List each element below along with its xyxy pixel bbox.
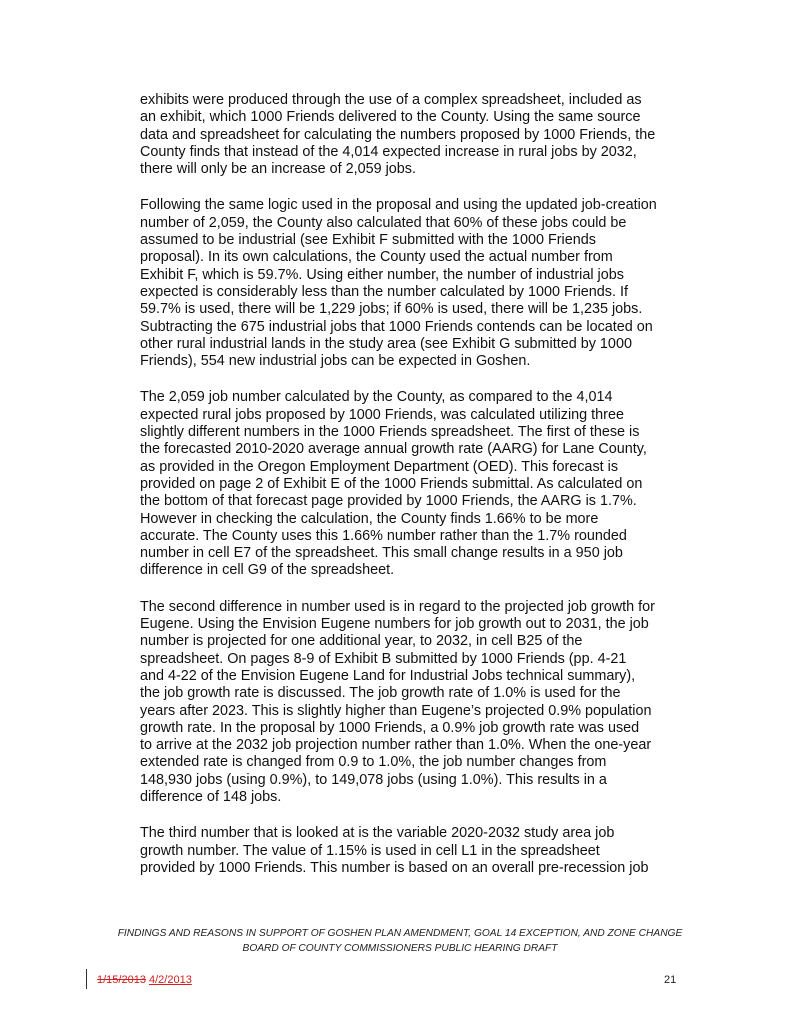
text-line: as provided in the Oregon Employment Department (OED). This forecast is [140, 458, 619, 475]
paragraph [140, 389, 710, 579]
text-line: Subtracting the 675 industrial jobs that 1000 Friends contends can be located on [140, 318, 653, 335]
footer [0, 926, 800, 956]
text-line: Exhibit F, which is 59.7%. Using either number, the number of industrial jobs [140, 266, 624, 283]
inserted-date: 4/2/2013 [149, 974, 192, 986]
text-line: The second difference in number used is in regard to the projected job growth for [140, 598, 655, 615]
footer-title: FINDINGS AND REASONS IN SUPPORT OF GOSHEN PLAN AMENDMENT, GOAL 14 EXCEPTION, AND ZONE CHANGE [117, 928, 683, 939]
text-line: The third number that is looked at is the variable 2020-2032 study area job [140, 825, 615, 842]
text-line: accurate. The County uses this 1.66% number rather than the 1.7% rounded [140, 527, 627, 544]
text-line: data and spreadsheet for calculating the numbers proposed by 1000 Friends, the [140, 126, 656, 143]
text-line: other rural industrial lands in the study area (see Exhibit G submitted by 1000 [140, 335, 632, 352]
text-line: Following the same logic used in the proposal and using the updated job-creation [140, 197, 657, 214]
text-line: number of 2,059, the County also calculated that 60% of these jobs could be [140, 214, 627, 231]
footer-subtitle: BOARD OF COUNTY COMMISSIONERS PUBLIC HEARING DRAFT [242, 943, 558, 954]
text-line: proposal). In its own calculations, the County used the actual number from [140, 249, 613, 266]
text-line: County finds that instead of the 4,014 expected increase in rural jobs by 2032, [140, 143, 637, 160]
text-line: expected is considerably less than the number calculated by 1000 Friends. If [140, 283, 628, 300]
text-line: However in checking the calculation, the County finds 1.66% to be more [140, 510, 599, 527]
text-line: Friends), 554 new industrial jobs can be expected in Goshen. [140, 353, 531, 370]
text-line: extended rate is changed from 0.9 to 1.0%, the job number changes from [140, 754, 607, 771]
text-line: provided on page 2 of Exhibit E of the 1000 Friends submittal. As calculated on [140, 475, 643, 492]
text-line: slightly different numbers in the 1000 Friends spreadsheet. The first of these is [140, 424, 640, 441]
text-line: the forecasted 2010-2020 average annual growth rate (AARG) for Lane County, [140, 441, 647, 458]
text-line: Eugene. Using the Envision Eugene numbers for job growth out to 2031, the job [140, 616, 649, 633]
revision-bar [86, 969, 87, 989]
text-line: growth number. The value of 1.15% is used in cell L1 in the spreadsheet [140, 842, 600, 859]
text-line: The 2,059 job number calculated by the County, as compared to the 4,014 [140, 389, 613, 406]
revision-date [97, 973, 192, 987]
text-line: assumed to be industrial (see Exhibit F submitted with the 1000 Friends [140, 232, 596, 249]
paragraph [140, 197, 710, 370]
text-line: number in cell E7 of the spreadsheet. This small change results in a 950 job [140, 545, 623, 562]
text-line: provided by 1000 Friends. This number is based on an overall pre-recession job [140, 859, 649, 876]
text-line: years after 2023. This is slightly higher than Eugene’s projected 0.9% population [140, 702, 652, 719]
text-line: difference in cell G9 of the spreadsheet. [140, 562, 395, 579]
text-line: and 4-22 of the Envision Eugene Land for Industrial Jobs technical summary), [140, 667, 636, 684]
text-line: 148,930 jobs (using 0.9%), to 149,078 jobs (using 1.0%). This results in a [140, 771, 607, 788]
text-line: there will only be an increase of 2,059 jobs. [140, 161, 416, 178]
text-line: difference of 148 jobs. [140, 788, 282, 805]
paragraph [140, 599, 710, 807]
text-line: an exhibit, which 1000 Friends delivered to the County. Using the same source [140, 109, 641, 126]
text-line: to arrive at the 2032 job projection number rather than 1.0%. When the one-year [140, 737, 652, 754]
text-line: the bottom of that forecast page provided by 1000 Friends, the AARG is 1.7%. [140, 493, 637, 510]
text-line: 59.7% is used, there will be 1,229 jobs; if 60% is used, there will be 1,235 jobs. [140, 301, 643, 318]
text-line: expected rural jobs proposed by 1000 Friends, was calculated utilizing three [140, 406, 624, 423]
paragraph [140, 92, 710, 178]
page-number: 21 [664, 974, 677, 986]
text-line: the job growth rate is discussed. The job growth rate of 1.0% is used for the [140, 685, 621, 702]
paragraph [140, 825, 710, 877]
deleted-date: 1/15/2013 [97, 974, 146, 986]
text-line: exhibits were produced through the use of a complex spreadsheet, included as [140, 92, 642, 108]
page-body [140, 92, 710, 896]
text-line: growth rate. In the proposal by 1000 Friends, a 0.9% job growth rate was used [140, 719, 640, 736]
text-line: number is projected for one additional year, to 2032, in cell B25 of the [140, 633, 583, 650]
text-line: spreadsheet. On pages 8-9 of Exhibit B submitted by 1000 Friends (pp. 4-21 [140, 650, 627, 667]
